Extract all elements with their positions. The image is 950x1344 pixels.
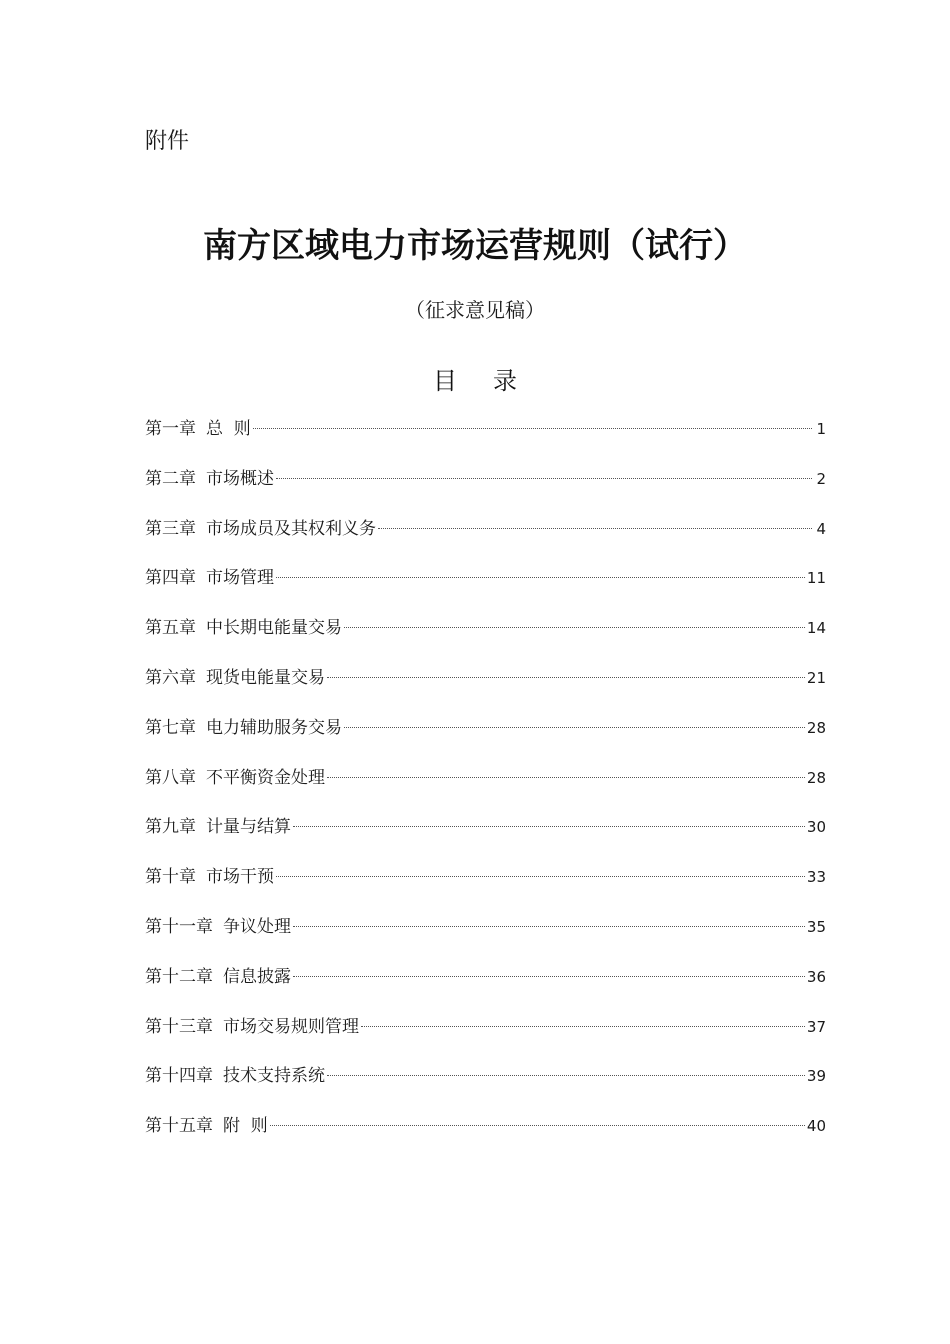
- toc-heading-part2: 录: [493, 367, 517, 395]
- toc-entry[interactable]: [145, 862, 826, 912]
- toc-chapter-number: 第十章: [145, 867, 196, 888]
- toc-chapter-number: 第十二章: [145, 966, 213, 987]
- toc-entry[interactable]: [145, 464, 826, 514]
- toc-chapter-title: 计量与结算: [206, 817, 291, 838]
- toc-chapter-number: 第八章: [145, 767, 196, 788]
- attachment-label: 附件: [145, 129, 190, 154]
- toc-entry[interactable]: [145, 912, 826, 962]
- toc-entry[interactable]: [145, 563, 826, 613]
- toc-dot-leader: [276, 478, 812, 479]
- toc-chapter-title: 市场管理: [206, 568, 274, 589]
- toc-chapter-number: 第十五章: [145, 1116, 213, 1137]
- document-title: 南方区域电力市场运营规则（试行）: [203, 226, 747, 266]
- toc-dot-leader: [327, 777, 805, 778]
- toc-chapter-number: 第三章: [145, 518, 196, 539]
- toc-chapter-title: 中长期电能量交易: [206, 618, 342, 639]
- toc-page-number: 28: [806, 718, 826, 737]
- toc-chapter-number: 第十一章: [145, 916, 213, 937]
- toc-chapter-title: 市场干预: [206, 867, 274, 888]
- toc-chapter-number: 第一章: [145, 419, 196, 439]
- table-of-contents: [145, 414, 826, 1161]
- toc-page-number: 21: [806, 668, 826, 687]
- toc-chapter-title: 市场概述: [206, 468, 274, 489]
- toc-page-number: 35: [806, 917, 826, 936]
- toc-dot-leader: [344, 627, 805, 628]
- toc-dot-leader: [327, 1075, 805, 1076]
- toc-chapter-title: 现货电能量交易: [206, 667, 325, 688]
- toc-dot-leader: [293, 826, 805, 827]
- toc-chapter-number: 第十四章: [145, 1066, 213, 1087]
- toc-dot-leader: [344, 727, 805, 728]
- toc-chapter-title: 争议处理: [223, 916, 291, 937]
- toc-chapter-title: 市场交易规则管理: [223, 1016, 359, 1037]
- toc-page-number: 30: [806, 818, 826, 837]
- toc-entry[interactable]: [145, 763, 826, 813]
- toc-page-number: 37: [806, 1017, 826, 1036]
- toc-page-number: 40: [806, 1117, 826, 1136]
- toc-entry[interactable]: [145, 613, 826, 663]
- toc-dot-leader: [276, 577, 805, 578]
- toc-chapter-title: 总 则: [206, 419, 251, 439]
- toc-page-number: 39: [806, 1067, 826, 1086]
- toc-entry[interactable]: [145, 962, 826, 1012]
- toc-entry[interactable]: [145, 1111, 826, 1161]
- toc-page-number: 14: [806, 619, 826, 638]
- toc-chapter-number: 第四章: [145, 568, 196, 589]
- toc-chapter-title: 信息披露: [223, 966, 291, 987]
- toc-page-number: 28: [806, 768, 826, 787]
- toc-chapter-number: 第六章: [145, 667, 196, 688]
- toc-page-number: 11: [806, 569, 826, 588]
- toc-entry[interactable]: [145, 514, 826, 564]
- toc-chapter-number: 第九章: [145, 817, 196, 838]
- toc-chapter-title: 电力辅助服务交易: [206, 717, 342, 738]
- document-subtitle: （征求意见稿）: [405, 298, 545, 322]
- toc-chapter-title: 附 则: [223, 1116, 268, 1137]
- toc-page-number: 33: [806, 868, 826, 887]
- toc-entry[interactable]: [145, 414, 826, 464]
- toc-dot-leader: [293, 976, 805, 977]
- toc-entry[interactable]: [145, 1012, 826, 1062]
- toc-dot-leader: [276, 876, 805, 877]
- toc-entry[interactable]: [145, 713, 826, 763]
- toc-chapter-number: 第十三章: [145, 1016, 213, 1037]
- toc-chapter-title: 不平衡资金处理: [206, 767, 325, 788]
- toc-page-number: 36: [806, 967, 826, 986]
- toc-dot-leader: [270, 1125, 805, 1126]
- toc-chapter-number: 第二章: [145, 468, 196, 489]
- toc-chapter-number: 第五章: [145, 618, 196, 639]
- toc-chapter-title: 技术支持系统: [223, 1066, 325, 1087]
- toc-chapter-number: 第七章: [145, 717, 196, 738]
- toc-page-number: 4: [816, 519, 826, 538]
- toc-dot-leader: [361, 1026, 805, 1027]
- toc-heading-part1: 目: [433, 367, 457, 395]
- toc-entry[interactable]: [145, 663, 826, 713]
- toc-dot-leader: [327, 677, 805, 678]
- toc-dot-leader: [253, 428, 812, 429]
- toc-dot-leader: [378, 528, 812, 529]
- toc-chapter-title: 市场成员及其权利义务: [206, 518, 376, 539]
- toc-dot-leader: [293, 926, 805, 927]
- toc-page-number: 1: [816, 420, 826, 438]
- toc-entry[interactable]: [145, 812, 826, 862]
- toc-page-number: 2: [816, 469, 826, 488]
- toc-heading: [0, 364, 950, 398]
- toc-entry[interactable]: [145, 1061, 826, 1111]
